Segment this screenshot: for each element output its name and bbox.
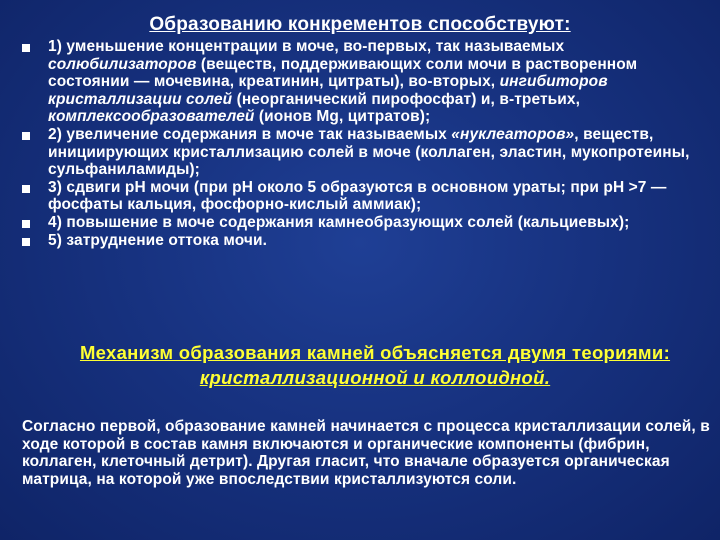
item-text: 2) увеличение содержания в моче так называемых bbox=[48, 125, 452, 143]
list-item bbox=[22, 126, 717, 179]
item-text: (неорганический пирофосфат) и, в-третьих, bbox=[232, 90, 581, 108]
list-item bbox=[22, 214, 717, 232]
mechanism-line: Механизм образования камней объясняется двумя теориями: bbox=[79, 342, 671, 363]
theories-line: кристаллизационной и коллоидной. bbox=[199, 367, 551, 388]
item-text: 5) затруднение оттока мочи. bbox=[48, 231, 268, 249]
item-text: 3) сдвиги рН мочи (при рН около 5 образуются в основном ураты; при рН >7 — фосфаты кальция, фосфорно-кислый аммиак); bbox=[48, 178, 667, 214]
square-bullet-icon bbox=[22, 44, 30, 52]
item-text-italic: «нуклеаторов» bbox=[451, 125, 575, 143]
item-text-italic: солюбилизаторов bbox=[48, 55, 197, 73]
explanation-paragraph: Согласно первой, образование камней начинается с процесса кристаллизации солей, в ходе которой в состав камня включаются и органические компоненты (фибрин, коллаген, клеточный детрит). Другая гласит, что вначале образуется органическая матрица, на которой уже впоследствии кристаллизуются соли. bbox=[22, 418, 710, 488]
factor-list bbox=[22, 38, 717, 249]
item-text-italic: комплексообразователей bbox=[48, 108, 255, 126]
item-text: , веществ, инициирующих кристаллизацию солей в моче (коллаген, эластин, мукопротеины, сульфаниламиды); bbox=[48, 125, 690, 179]
mechanism-heading bbox=[50, 342, 700, 389]
square-bullet-icon bbox=[22, 132, 30, 140]
list-item bbox=[22, 232, 717, 250]
list-item bbox=[22, 179, 717, 214]
square-bullet-icon bbox=[22, 238, 30, 246]
item-text-italic: ингибиторов кристаллизации солей bbox=[48, 73, 608, 108]
item-text: (веществ, поддерживающих соли мочи в растворенном состоянии — мочевина, креатинин, цитраты), во-вторых, bbox=[48, 55, 638, 91]
item-text: 1) уменьшение концентрации в моче, во-первых, так называемых bbox=[48, 38, 565, 55]
square-bullet-icon bbox=[22, 220, 30, 228]
list-item bbox=[22, 38, 717, 126]
slide-title: Образованию конкрементов способствуют: bbox=[149, 14, 571, 35]
item-text: (ионов Mg, цитратов); bbox=[254, 108, 431, 126]
square-bullet-icon bbox=[22, 185, 30, 193]
item-text: 4) повышение в моче содержания камнеобразующих солей (кальциевых); bbox=[48, 213, 630, 231]
